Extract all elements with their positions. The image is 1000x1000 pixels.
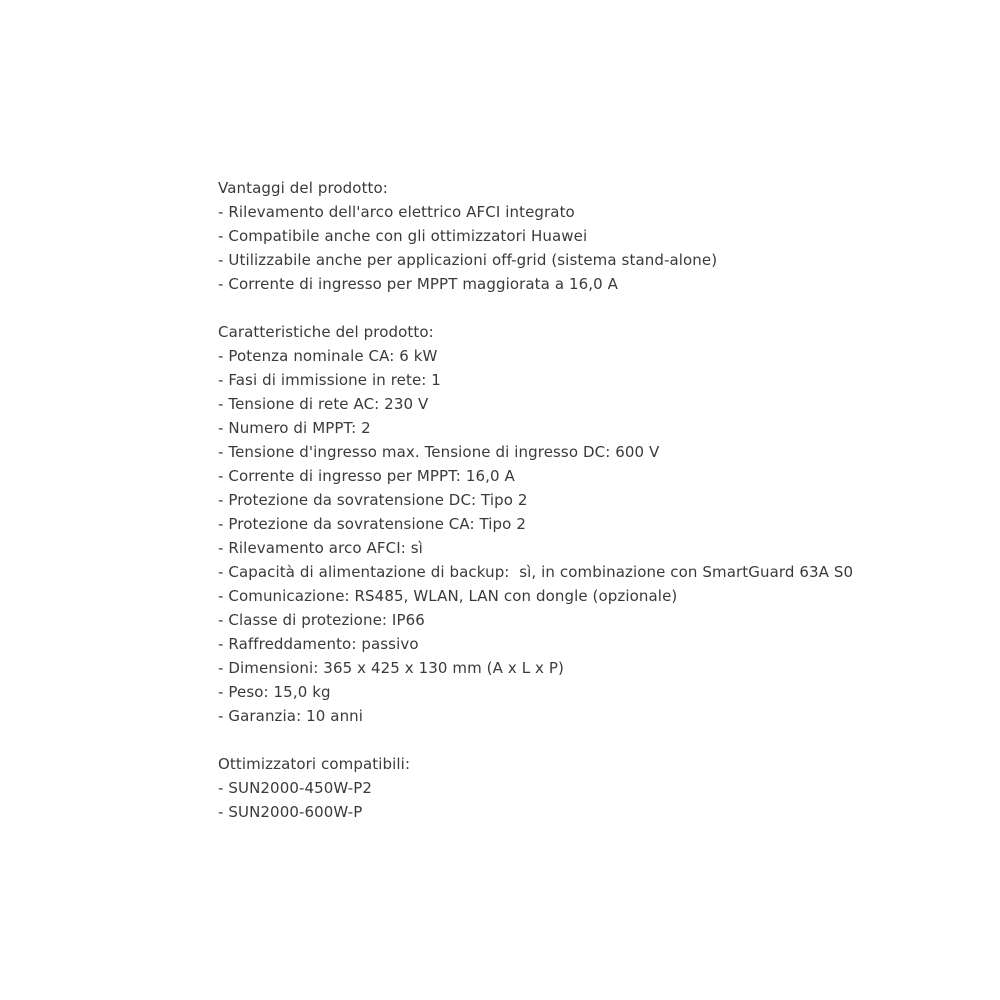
section-vantaggi: [218, 176, 978, 296]
list-item: - Potenza nominale CA: 6 kW: [218, 347, 438, 365]
list-item: - Classe di protezione: IP66: [218, 611, 425, 629]
section-spacer: [218, 296, 978, 320]
list-item: - Capacità di alimentazione di backup: sì, in combinazione con SmartGuard 63A S0: [218, 563, 854, 581]
list-item: - Utilizzabile anche per applicazioni off-grid (sistema stand-alone): [218, 251, 718, 269]
list-item: - SUN2000-600W-P: [218, 803, 363, 821]
list-item: - Dimensioni: 365 x 425 x 130 mm (A x L x P): [218, 659, 564, 677]
list-item: - Corrente di ingresso per MPPT maggiorata a 16,0 A: [218, 275, 619, 293]
section-heading: Vantaggi del prodotto:: [218, 179, 388, 197]
list-item: - Protezione da sovratensione DC: Tipo 2: [218, 491, 528, 509]
section-caratteristiche: [218, 320, 978, 728]
list-item: - Peso: 15,0 kg: [218, 683, 331, 701]
section-spacer: [218, 728, 978, 752]
section-ottimizzatori: [218, 752, 978, 824]
list-item: - Garanzia: 10 anni: [218, 707, 364, 725]
list-item: - Numero di MPPT: 2: [218, 419, 371, 437]
list-item: - SUN2000-450W-P2: [218, 779, 373, 797]
section-heading: Ottimizzatori compatibili:: [218, 755, 411, 773]
list-item: - Tensione di rete AC: 230 V: [218, 395, 429, 413]
section-heading: Caratteristiche del prodotto:: [218, 323, 434, 341]
list-item: - Corrente di ingresso per MPPT: 16,0 A: [218, 467, 515, 485]
list-item: - Rilevamento arco AFCI: sì: [218, 539, 423, 557]
list-item: - Fasi di immissione in rete: 1: [218, 371, 441, 389]
product-description: [218, 176, 978, 824]
list-item: - Compatibile anche con gli ottimizzatori Huawei: [218, 227, 588, 245]
list-item: - Rilevamento dell'arco elettrico AFCI integrato: [218, 203, 575, 221]
list-item: - Protezione da sovratensione CA: Tipo 2: [218, 515, 526, 533]
list-item: - Tensione d'ingresso max. Tensione di ingresso DC: 600 V: [218, 443, 660, 461]
list-item: - Raffreddamento: passivo: [218, 635, 419, 653]
list-item: - Comunicazione: RS485, WLAN, LAN con dongle (opzionale): [218, 587, 678, 605]
